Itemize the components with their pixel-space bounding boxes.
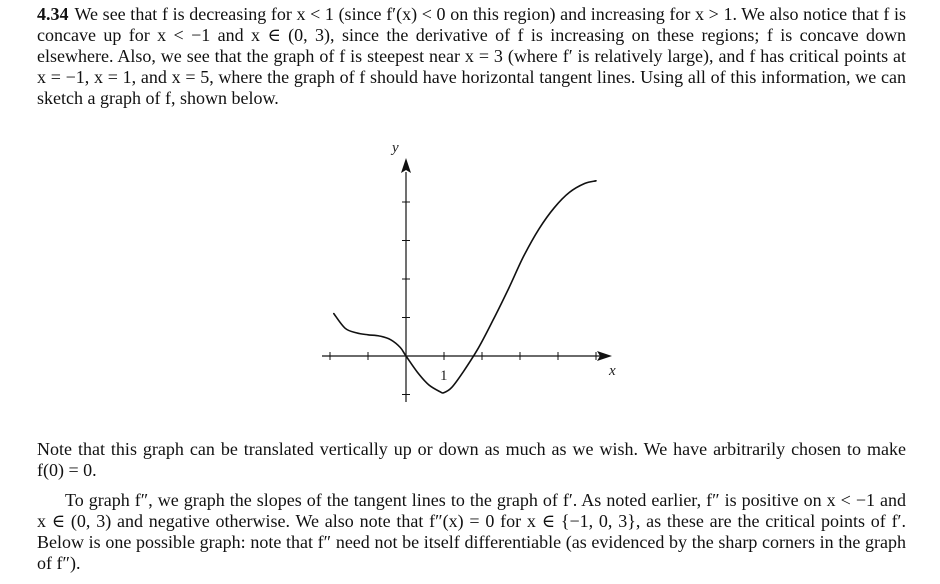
y-axis-label: y <box>392 140 399 156</box>
paragraph-second-derivative: To graph f″, we graph the slopes of the tangent lines to the graph of f′. As noted earlier, f″ is positive on x < −1 and x ∈ (0, 3) and negative otherwise. We also note that f″(x) = 0 for x ∈ {−1, 0, 3}, as these are the critical points of f′. Below is one possible graph: note that f″ need not be itself differentiable (as evidenced by the sharp corners in the graph of f″). <box>37 490 906 573</box>
x-tick-label-1: 1 <box>440 368 448 384</box>
paragraph-intro-text: We see that f is decreasing for x < 1 (since f′(x) < 0 on this region) and increasing for x > 1. We also notice that f is concave up for x < −1 and x ∈ (0, 3), since the derivative of f is increasing on these regions; f is concave down elsewhere. Also, we see that the graph of f is steepest near x = 3 (where f′ is relatively large), and f has critical points at x = −1, x = 1, and x = 5, where the graph of f should have horizontal tangent lines. Using all of this information, we can sketch a graph of f, shown below. <box>37 4 906 108</box>
problem-number: 4.34 <box>37 4 69 24</box>
function-curve <box>334 181 596 393</box>
y-axis-arrow <box>401 158 411 173</box>
paragraph-translation-note: Note that this graph can be translated vertically up or down as much as we wish. We have arbitrarily chosen to make f(0) = 0. <box>37 439 906 480</box>
axis-ticks <box>330 202 596 395</box>
x-axis-label: x <box>609 363 616 379</box>
